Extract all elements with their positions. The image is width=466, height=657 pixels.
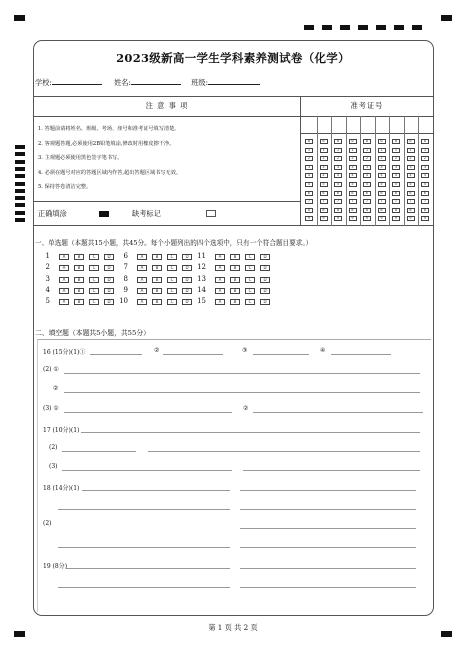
mc-question-number: 1 bbox=[45, 252, 50, 260]
corner-mark-tl bbox=[14, 15, 25, 21]
mc-question-number: 14 bbox=[197, 285, 206, 294]
exam-id-bubble[interactable]: 6 bbox=[378, 191, 386, 196]
absent-mark-checkbox[interactable] bbox=[206, 210, 216, 217]
mc-option-bubble[interactable]: A bbox=[137, 265, 147, 271]
exam-id-bubble[interactable]: 9 bbox=[305, 216, 313, 221]
q18-line-2b[interactable] bbox=[240, 509, 416, 510]
mc-option-bubble[interactable]: D bbox=[260, 277, 270, 283]
mc-option-bubble[interactable]: C bbox=[167, 277, 177, 283]
exam-id-bubble[interactable]: 5 bbox=[392, 182, 400, 187]
mc-option-bubble[interactable]: B bbox=[74, 299, 84, 305]
mc-option-bubble[interactable]: C bbox=[89, 288, 99, 294]
exam-id-col-divider bbox=[375, 116, 376, 226]
q16-4-line[interactable] bbox=[331, 354, 391, 355]
page-title: 2023级新高一学生学科素养测试卷（化学） bbox=[116, 51, 350, 65]
top-mark bbox=[412, 25, 422, 30]
mc-option-bubble[interactable]: B bbox=[230, 254, 240, 260]
mc-question-number: 11 bbox=[197, 252, 206, 260]
exam-id-bubble[interactable]: 9 bbox=[392, 216, 400, 221]
exam-id-bubble[interactable]: 8 bbox=[392, 208, 400, 213]
exam-id-header-divider bbox=[300, 116, 434, 117]
q18-label: 18 (14分)(1) bbox=[43, 485, 80, 492]
exam-id-bubble[interactable]: 4 bbox=[349, 173, 357, 178]
mc-option-bubble[interactable]: D bbox=[260, 288, 270, 294]
q16-part2-circ2: ② bbox=[53, 385, 59, 392]
exam-id-bubble[interactable]: 7 bbox=[421, 199, 429, 204]
q17-label: 17 (10分)(1) bbox=[43, 427, 80, 434]
exam-id-bubble[interactable]: 3 bbox=[305, 165, 313, 170]
school-field[interactable] bbox=[52, 77, 102, 85]
mc-option-bubble[interactable]: A bbox=[215, 277, 225, 283]
mc-option-bubble[interactable]: C bbox=[167, 288, 177, 294]
left-mark bbox=[15, 160, 25, 164]
section1-title: 一、单选题（本题共15小题，共45分。每个小题列出的四个选项中，只有一个符合题目要求。） bbox=[35, 239, 313, 247]
top-mark bbox=[394, 25, 404, 30]
q19-line-1b[interactable] bbox=[240, 568, 416, 569]
q17-2-line[interactable] bbox=[62, 451, 136, 452]
exam-id-bubble[interactable]: 5 bbox=[349, 182, 357, 187]
exam-id-bubble[interactable]: 0 bbox=[305, 139, 313, 144]
q16-part2-label: (2) ① bbox=[43, 366, 59, 373]
q17-2-line-b[interactable] bbox=[148, 451, 420, 452]
exam-id-bubble[interactable]: 0 bbox=[378, 139, 386, 144]
exam-id-bubble[interactable]: 5 bbox=[407, 182, 415, 187]
exam-id-bubble[interactable]: 1 bbox=[305, 148, 313, 153]
mc-option-bubble[interactable]: B bbox=[74, 277, 84, 283]
q16-3-line[interactable] bbox=[253, 354, 309, 355]
mc-option-bubble[interactable]: A bbox=[215, 265, 225, 271]
exam-id-bubble[interactable]: 2 bbox=[421, 156, 429, 161]
exam-id-bubble[interactable]: 2 bbox=[363, 156, 371, 161]
mc-option-bubble[interactable]: C bbox=[167, 299, 177, 305]
exam-id-bubble[interactable]: 8 bbox=[407, 208, 415, 213]
exam-id-bubble[interactable]: 9 bbox=[378, 216, 386, 221]
q17-3-line[interactable] bbox=[62, 470, 232, 471]
exam-id-bubble[interactable]: 1 bbox=[407, 148, 415, 153]
mc-option-bubble[interactable]: A bbox=[137, 254, 147, 260]
mc-option-bubble[interactable]: D bbox=[182, 288, 192, 294]
top-mark bbox=[304, 25, 314, 30]
exam-id-bubble[interactable]: 0 bbox=[421, 139, 429, 144]
exam-id-bubble[interactable]: 5 bbox=[334, 182, 342, 187]
mc-option-bubble[interactable]: C bbox=[89, 277, 99, 283]
exam-id-header: 准考证号 bbox=[350, 101, 384, 110]
mc-option-bubble[interactable]: B bbox=[152, 288, 162, 294]
mc-option-bubble[interactable]: B bbox=[152, 277, 162, 283]
exam-id-bubble[interactable]: 7 bbox=[378, 199, 386, 204]
exam-id-bubble[interactable]: 6 bbox=[421, 191, 429, 196]
name-field[interactable] bbox=[131, 77, 181, 85]
q17-1-line[interactable] bbox=[81, 432, 420, 433]
exam-id-bubble[interactable]: 1 bbox=[392, 148, 400, 153]
fill-correct-sample bbox=[99, 211, 109, 217]
q19-line-2a[interactable] bbox=[58, 587, 230, 588]
q16-circ4-label: ④ bbox=[320, 347, 326, 354]
mc-option-bubble[interactable]: B bbox=[230, 277, 240, 283]
exam-id-bubble[interactable]: 8 bbox=[363, 208, 371, 213]
left-mark bbox=[15, 145, 25, 149]
left-mark bbox=[15, 196, 25, 200]
exam-id-bubble[interactable]: 3 bbox=[349, 165, 357, 170]
q16-part3-circ2: ② bbox=[243, 405, 249, 412]
exam-id-col-divider bbox=[346, 116, 347, 226]
q16-circ2-label: ② bbox=[154, 347, 160, 354]
mc-option-bubble[interactable]: B bbox=[74, 254, 84, 260]
class-field[interactable] bbox=[208, 77, 260, 85]
mc-option-bubble[interactable]: D bbox=[260, 265, 270, 271]
mc-option-bubble[interactable]: C bbox=[245, 277, 255, 283]
exam-id-col-divider bbox=[418, 116, 419, 226]
exam-id-bubble[interactable]: 8 bbox=[305, 208, 313, 213]
exam-id-entry-divider bbox=[300, 133, 434, 134]
mc-question-number: 3 bbox=[45, 274, 50, 283]
q16-label: 16 (15分)(1)① bbox=[43, 349, 86, 356]
mc-option-bubble[interactable]: C bbox=[245, 299, 255, 305]
exam-id-bubble[interactable]: 5 bbox=[305, 182, 313, 187]
exam-id-bubble[interactable]: 4 bbox=[421, 173, 429, 178]
mc-option-bubble[interactable]: A bbox=[59, 265, 69, 271]
page-footer: 第 1 页 共 2 页 bbox=[208, 623, 258, 632]
q18-part2-label: (2) bbox=[43, 520, 52, 527]
mc-question-number: 10 bbox=[119, 297, 128, 306]
q18-line-1b[interactable] bbox=[240, 490, 416, 491]
mc-option-bubble[interactable]: A bbox=[137, 277, 147, 283]
exam-id-bubble[interactable]: 3 bbox=[392, 165, 400, 170]
mc-option-bubble[interactable]: B bbox=[230, 265, 240, 271]
mc-question-number: 12 bbox=[197, 263, 206, 272]
exam-id-bubble[interactable]: 6 bbox=[392, 191, 400, 196]
exam-id-bubble[interactable]: 2 bbox=[349, 156, 357, 161]
mc-option-bubble[interactable]: D bbox=[104, 288, 114, 294]
exam-id-bubble[interactable]: 0 bbox=[363, 139, 371, 144]
exam-id-bubble[interactable]: 7 bbox=[349, 199, 357, 204]
exam-id-col-divider bbox=[360, 116, 361, 226]
exam-id-bubble[interactable]: 9 bbox=[320, 216, 328, 221]
mc-option-bubble[interactable]: B bbox=[230, 288, 240, 294]
exam-id-bubble[interactable]: 9 bbox=[363, 216, 371, 221]
exam-id-bubble[interactable]: 4 bbox=[334, 173, 342, 178]
exam-id-bubble[interactable]: 6 bbox=[349, 191, 357, 196]
mc-option-bubble[interactable]: C bbox=[89, 299, 99, 305]
notice-bottom-divider bbox=[33, 201, 301, 202]
mc-question-number: 6 bbox=[123, 252, 128, 260]
mc-question-number: 4 bbox=[45, 285, 50, 294]
exam-id-bubble[interactable]: 2 bbox=[305, 156, 313, 161]
exam-id-bubble[interactable]: 7 bbox=[320, 199, 328, 204]
exam-id-bubble[interactable]: 2 bbox=[320, 156, 328, 161]
exam-id-bubble[interactable]: 4 bbox=[320, 173, 328, 178]
left-mark bbox=[15, 211, 25, 215]
left-mark bbox=[15, 203, 25, 207]
exam-id-bubble[interactable]: 8 bbox=[378, 208, 386, 213]
exam-id-bubble[interactable]: 2 bbox=[378, 156, 386, 161]
mc-option-bubble[interactable]: A bbox=[59, 288, 69, 294]
q18-line-3b[interactable] bbox=[240, 528, 416, 529]
q18-line-2a[interactable] bbox=[58, 509, 230, 510]
mc-option-bubble[interactable]: D bbox=[104, 277, 114, 283]
exam-id-bubble[interactable]: 5 bbox=[320, 182, 328, 187]
mc-option-bubble[interactable]: B bbox=[152, 265, 162, 271]
mc-option-bubble[interactable]: C bbox=[245, 288, 255, 294]
notice-item: 5. 保持答卷清洁完整。 bbox=[38, 184, 92, 190]
notice-header: 注 意 事 项 bbox=[145, 101, 189, 110]
mc-option-bubble[interactable]: C bbox=[245, 265, 255, 271]
mc-option-bubble[interactable]: D bbox=[182, 254, 192, 260]
corner-mark-tr bbox=[441, 15, 452, 21]
mc-option-bubble[interactable]: D bbox=[260, 254, 270, 260]
exam-id-bubble[interactable]: 0 bbox=[349, 139, 357, 144]
notice-item: 1. 答题前请将姓名、班级、考场、座号和准考证号填写清楚。 bbox=[38, 126, 180, 132]
exam-id-bubble[interactable]: 7 bbox=[363, 199, 371, 204]
exam-id-bubble[interactable]: 3 bbox=[334, 165, 342, 170]
exam-id-bubble[interactable]: 1 bbox=[349, 148, 357, 153]
section2-box bbox=[37, 339, 431, 612]
fill-correct-label: 正确填涂 bbox=[38, 209, 67, 218]
q17-part3-label: (3) bbox=[49, 463, 58, 470]
exam-id-bubble[interactable]: 4 bbox=[363, 173, 371, 178]
q16-part2-line1[interactable] bbox=[64, 373, 420, 374]
q16-circ3-label: ③ bbox=[242, 347, 248, 354]
exam-id-bubble[interactable]: 5 bbox=[421, 182, 429, 187]
class-label: 班级: bbox=[191, 78, 208, 87]
exam-id-bubble[interactable]: 2 bbox=[407, 156, 415, 161]
exam-id-bubble[interactable]: 6 bbox=[334, 191, 342, 196]
exam-id-bubble[interactable]: 3 bbox=[320, 165, 328, 170]
left-mark bbox=[15, 167, 25, 171]
mc-option-bubble[interactable]: B bbox=[74, 265, 84, 271]
mc-question-number: 7 bbox=[123, 263, 128, 272]
top-mark bbox=[340, 25, 350, 30]
top-mark bbox=[322, 25, 332, 30]
mc-option-bubble[interactable]: D bbox=[182, 277, 192, 283]
exam-id-bubble[interactable]: 0 bbox=[334, 139, 342, 144]
top-mark bbox=[376, 25, 386, 30]
mc-option-bubble[interactable]: D bbox=[104, 299, 114, 305]
mc-question-number: 13 bbox=[197, 274, 206, 283]
q17-3-line-b[interactable] bbox=[243, 470, 420, 471]
exam-id-bubble[interactable]: 2 bbox=[392, 156, 400, 161]
exam-id-bubble[interactable]: 6 bbox=[305, 191, 313, 196]
mc-option-bubble[interactable]: A bbox=[59, 277, 69, 283]
exam-id-bubble[interactable]: 6 bbox=[407, 191, 415, 196]
mc-option-bubble[interactable]: B bbox=[230, 299, 240, 305]
left-mark bbox=[15, 182, 25, 186]
q16-part2-line2[interactable] bbox=[64, 392, 420, 393]
left-mark bbox=[15, 218, 25, 222]
mc-question-number: 2 bbox=[45, 263, 50, 272]
top-mark bbox=[358, 25, 368, 30]
exam-id-bubble[interactable]: 4 bbox=[305, 173, 313, 178]
q19-line-1a[interactable] bbox=[66, 568, 230, 569]
exam-id-bubble[interactable]: 5 bbox=[378, 182, 386, 187]
exam-id-bubble[interactable]: 7 bbox=[392, 199, 400, 204]
exam-id-bubble[interactable]: 1 bbox=[320, 148, 328, 153]
exam-id-col-divider bbox=[404, 116, 405, 226]
mc-option-bubble[interactable]: D bbox=[104, 265, 114, 271]
mc-option-bubble[interactable]: C bbox=[89, 254, 99, 260]
mc-option-bubble[interactable]: B bbox=[152, 299, 162, 305]
mc-option-bubble[interactable]: C bbox=[245, 254, 255, 260]
exam-id-bubble[interactable]: 8 bbox=[334, 208, 342, 213]
left-mark bbox=[15, 174, 25, 178]
name-label: 姓名: bbox=[114, 78, 131, 87]
q16-part3-label: (3) ① bbox=[43, 405, 59, 412]
exam-id-bubble[interactable]: 3 bbox=[378, 165, 386, 170]
exam-id-bubble[interactable]: 6 bbox=[320, 191, 328, 196]
exam-id-bubble[interactable]: 3 bbox=[421, 165, 429, 170]
exam-id-bubble[interactable]: 7 bbox=[407, 199, 415, 204]
mc-option-bubble[interactable]: A bbox=[215, 288, 225, 294]
exam-id-bubble[interactable]: 3 bbox=[407, 165, 415, 170]
mc-question-number: 8 bbox=[123, 274, 128, 283]
mc-option-bubble[interactable]: A bbox=[137, 299, 147, 305]
exam-id-bubble[interactable]: 4 bbox=[392, 173, 400, 178]
exam-id-bubble[interactable]: 1 bbox=[421, 148, 429, 153]
q19-label: 19 (8分) bbox=[43, 563, 68, 570]
exam-id-col-divider bbox=[389, 116, 390, 226]
mc-option-bubble[interactable]: B bbox=[74, 288, 84, 294]
exam-id-bubble[interactable]: 9 bbox=[334, 216, 342, 221]
notice-item: 2. 客观题答题,必须使用2B铅笔填涂,修改时用橡皮擦干净。 bbox=[38, 140, 175, 147]
q16-part3-line2[interactable] bbox=[253, 412, 423, 413]
notice-header-divider bbox=[33, 116, 301, 117]
exam-id-bubble[interactable]: 8 bbox=[349, 208, 357, 213]
notice-item: 4. 必须在题号对应的答题区域内作答,超出答题区域书写无效。 bbox=[38, 169, 182, 176]
mc-option-bubble[interactable]: D bbox=[182, 299, 192, 305]
exam-id-bubble[interactable]: 4 bbox=[378, 173, 386, 178]
left-mark bbox=[15, 152, 25, 156]
exam-id-bubble[interactable]: 6 bbox=[363, 191, 371, 196]
mc-option-bubble[interactable]: A bbox=[59, 254, 69, 260]
left-mark bbox=[15, 189, 25, 193]
exam-id-bubble[interactable]: 9 bbox=[421, 216, 429, 221]
q18-line-4b[interactable] bbox=[240, 547, 416, 548]
mc-option-bubble[interactable]: C bbox=[89, 265, 99, 271]
exam-id-bubble[interactable]: 9 bbox=[407, 216, 415, 221]
exam-id-bubble[interactable]: 2 bbox=[334, 156, 342, 161]
mc-question-number: 5 bbox=[45, 297, 50, 306]
mc-option-bubble[interactable]: D bbox=[260, 299, 270, 305]
mc-option-bubble[interactable]: C bbox=[167, 265, 177, 271]
q18-line-4a[interactable] bbox=[58, 547, 230, 548]
exam-id-bubble[interactable]: 8 bbox=[320, 208, 328, 213]
exam-id-bubble[interactable]: 9 bbox=[349, 216, 357, 221]
mc-question-number: 9 bbox=[123, 285, 128, 294]
exam-id-bubble[interactable]: 7 bbox=[305, 199, 313, 204]
exam-id-bubble[interactable]: 0 bbox=[392, 139, 400, 144]
q16-part3-line1[interactable] bbox=[64, 412, 232, 413]
q17-part2-label: (2) bbox=[49, 444, 58, 451]
mc-question-number: 15 bbox=[197, 297, 206, 306]
exam-id-bubble[interactable]: 5 bbox=[363, 182, 371, 187]
exam-id-col-divider bbox=[317, 116, 318, 226]
student-info-row bbox=[35, 77, 260, 88]
mc-option-bubble[interactable]: D bbox=[104, 254, 114, 260]
mc-option-bubble[interactable]: A bbox=[137, 288, 147, 294]
absent-mark-label: 缺考标记 bbox=[132, 209, 161, 218]
notice-item: 3. 主观题必须使用黑色签字笔书写。 bbox=[38, 155, 123, 161]
exam-id-bubble[interactable]: 1 bbox=[378, 148, 386, 153]
mc-option-bubble[interactable]: A bbox=[215, 254, 225, 260]
mc-option-bubble[interactable]: B bbox=[152, 254, 162, 260]
q16-1-line[interactable] bbox=[90, 354, 142, 355]
q16-2-line[interactable] bbox=[163, 354, 223, 355]
mc-option-bubble[interactable]: D bbox=[182, 265, 192, 271]
exam-id-bubble[interactable]: 1 bbox=[363, 148, 371, 153]
exam-id-bubble[interactable]: 7 bbox=[334, 199, 342, 204]
exam-id-bubble[interactable]: 3 bbox=[363, 165, 371, 170]
mc-option-bubble[interactable]: C bbox=[167, 254, 177, 260]
exam-id-bubble[interactable]: 0 bbox=[407, 139, 415, 144]
school-label: 学校: bbox=[35, 78, 52, 87]
exam-id-col-divider bbox=[331, 116, 332, 226]
exam-id-bubble[interactable]: 0 bbox=[320, 139, 328, 144]
exam-id-bubble[interactable]: 4 bbox=[407, 173, 415, 178]
q19-line-2b[interactable] bbox=[240, 587, 416, 588]
mc-option-bubble[interactable]: A bbox=[59, 299, 69, 305]
mc-option-bubble[interactable]: A bbox=[215, 299, 225, 305]
exam-id-bubble[interactable]: 1 bbox=[334, 148, 342, 153]
exam-id-bubble[interactable]: 8 bbox=[421, 208, 429, 213]
section2-title: 二、填空题（本题共5小题，共55分） bbox=[35, 329, 150, 337]
q18-line-1a[interactable] bbox=[82, 490, 230, 491]
